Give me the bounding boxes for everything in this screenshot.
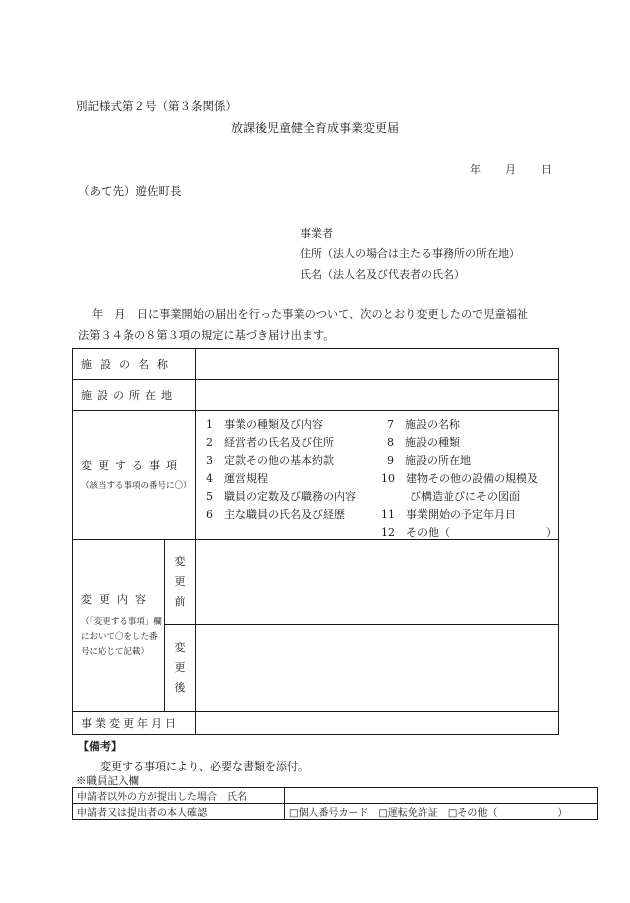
- after-label: 変 更 後: [165, 625, 196, 712]
- change-items-options[interactable]: [196, 411, 559, 540]
- change-item-10: 10 建物その他の設備の規模及: [381, 472, 538, 485]
- intro-line-2: 法第３４条の８第３項の規定に基づき届け出ます。: [78, 329, 335, 342]
- addressee: （あて先）遊佐町長: [78, 184, 182, 198]
- change-items-label: 変更する事項 （該当する事項の番号に〇）: [73, 411, 196, 540]
- change-item-6: 6 主な職員の氏名及び経歴: [206, 508, 345, 521]
- change-item-12-close: ）: [546, 526, 557, 539]
- before-field[interactable]: [196, 540, 559, 625]
- staff-table: [72, 787, 598, 820]
- staff-row1-label: 申請者以外の方が提出した場合 氏名: [73, 788, 285, 804]
- facility-name-field[interactable]: [196, 349, 559, 380]
- form-number: 別記様式第２号（第３条関係）: [76, 99, 237, 113]
- staff-row2-options[interactable]: □個人番号カード □運転免許証 □その他（ ）: [285, 804, 598, 820]
- remarks-text: 変更する事項により、必要な書類を添付。: [100, 760, 309, 773]
- staff-row2-label: 申請者又は提出者の本人確認: [73, 804, 285, 820]
- change-item-11: 11 事業開始の予定年月日: [381, 508, 516, 521]
- facility-name-label: 施設の名称: [73, 349, 196, 380]
- remarks-heading: 【備考】: [78, 740, 122, 753]
- staff-heading: ※職員記入欄: [76, 775, 139, 787]
- after-field[interactable]: [196, 625, 559, 712]
- before-label: 変 更 前: [165, 540, 196, 625]
- intro-line-1: 年 月 日に事業開始の届出を行った事業のついて、次のとおり変更したので児童福祉: [92, 308, 529, 321]
- document-title: 放課後児童健全育成事業変更届: [231, 121, 400, 135]
- change-item-4: 4 運営規程: [206, 472, 268, 485]
- change-item-3: 3 定款その他の基本約款: [206, 454, 334, 467]
- applicant-address: 住所（法人の場合は主たる事務所の所在地）: [300, 247, 520, 260]
- change-date-field[interactable]: [196, 712, 559, 735]
- date-year: 年: [470, 163, 481, 176]
- date-month: 月: [505, 163, 516, 176]
- facility-location-field[interactable]: [196, 380, 559, 411]
- applicant-label: 事業者: [300, 227, 333, 240]
- change-item-2: 2 経営者の氏名及び住所: [206, 436, 334, 449]
- change-item-10-cont: び構造並びにその図面: [410, 490, 520, 503]
- change-date-label: 事業変更年月日: [73, 712, 196, 735]
- change-item-9: 9 施設の所在地: [387, 454, 471, 467]
- change-item-12: 12 その他（: [381, 526, 450, 539]
- change-item-5: 5 職員の定数及び職務の内容: [206, 490, 356, 503]
- change-item-1: 1 事業の種類及び内容: [206, 418, 323, 431]
- staff-row1-field[interactable]: [285, 788, 598, 804]
- change-item-8: 8 施設の種類: [387, 436, 460, 449]
- date-day: 日: [541, 163, 552, 176]
- change-notification-table: [72, 348, 559, 735]
- facility-location-label: 施設の所在地: [73, 380, 196, 411]
- change-content-label: 変更内容 （「変更する事項」欄 において〇をした番 号に応じて記載）: [73, 540, 165, 712]
- change-item-7: 7 施設の名称: [387, 418, 460, 431]
- applicant-name: 氏名（法人名及び代表者の氏名）: [300, 268, 465, 281]
